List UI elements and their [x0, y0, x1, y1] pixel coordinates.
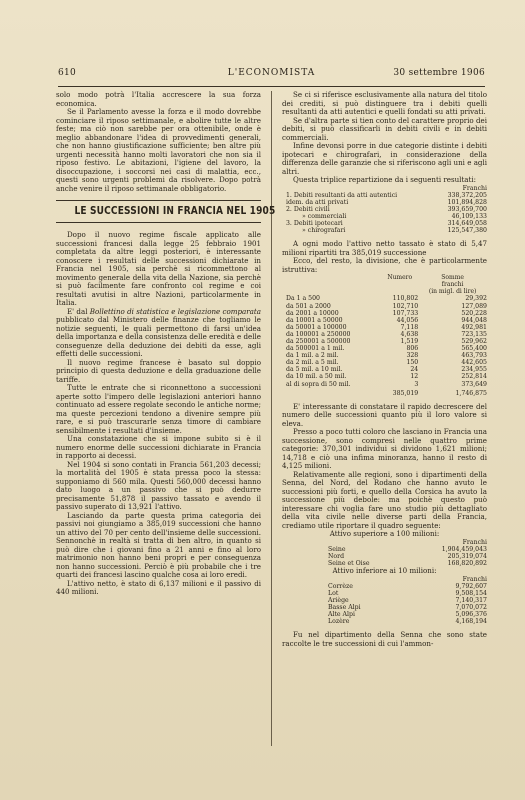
cell-somme: 29,392 [465, 295, 487, 303]
paragraph: Nel 1904 si sono contati in Francia 561,203 decessi; la mortalità del 1905 è stata pressa poco la stessa: supponiamo di 560 mila. Questi 560,000 decessi hanno dato luogo a un passivo che si può dedurre precisamente 51,878 il passivo tassato e avendo il passivo superato di 13,921 l'attivo. [56, 459, 261, 511]
table-row [282, 324, 487, 331]
cell-somme: 252,814 [461, 373, 487, 381]
left-column [56, 90, 276, 597]
col-header-numero: Numero [387, 274, 413, 282]
row-value: 46,109,133 [451, 212, 487, 220]
table-row [282, 310, 487, 317]
paragraph: E' interessante di constatare il rapido decrescere del numero delle successioni quanto più il loro valore si eleva. [282, 401, 487, 428]
row-label: Lot [328, 589, 339, 597]
unit-header: Franchi [462, 184, 487, 192]
table-row [282, 352, 487, 359]
cell-numero: 4,638 [400, 330, 419, 338]
row-value: 338,372,205 [447, 191, 487, 199]
table-header-row [282, 288, 487, 295]
row-value: 101,894,828 [447, 198, 487, 206]
row-label: » commerciali [302, 212, 347, 220]
row-label: da 5 mil. a 10 mil. [286, 366, 343, 374]
row-label: da 10 mil. a 50 mil. [286, 373, 347, 381]
cell-numero: 107,733 [392, 309, 419, 317]
paragraph: Una constatazione che si impone subito si è il numero enorme delle successioni dichiarate in Francia in rapporto ai decessi. [56, 434, 261, 460]
table-row [282, 213, 487, 220]
text-run: E' dal [67, 306, 90, 316]
cell-somme: 529,962 [461, 338, 487, 345]
table-row [282, 331, 487, 338]
paragraph: Relativamente alle regioni, sono i dipartimenti della Senna, del Nord, del Rodano che hanno avuto le successioni più forti, e quello della Corsica ha avuto la successione più debole: ma poichè questo può interessare chi voglia fare uno studio più dettagliato della vita civile nelle diverse parti della Francia, crediamo utile riportare il quadro seguente: [282, 469, 487, 530]
row-label: da 2 mil. a 5 mil. [286, 359, 339, 367]
table-header-row [282, 185, 487, 192]
row-label: da 100001 a 250000 [286, 330, 351, 338]
page-header [58, 68, 485, 82]
table-header-row [282, 539, 487, 546]
table-row [282, 590, 487, 597]
cell-somme: 373,649 [461, 380, 487, 388]
cell-somme: 492,981 [461, 323, 487, 331]
table-caption: Attivo superiore a 100 milioni: [329, 529, 440, 539]
row-label: » chirografari [302, 227, 346, 235]
cell-numero: 44,056 [396, 316, 419, 324]
paragraph: Il nuovo regime francese è basato sul doppio principio di questa deduzione e della graduazione delle tariffe. [56, 357, 261, 384]
article-title: LE SUCCESSIONI IN FRANCIA NEL 1905 [74, 204, 276, 217]
table-row [282, 199, 487, 206]
table-row [282, 345, 487, 352]
row-value: 7,070,072 [455, 604, 487, 611]
table-row [282, 583, 487, 590]
cell-somme: 463,793 [461, 352, 487, 360]
col-header-sub: (in migl. di lire) [428, 288, 477, 296]
paragraph: Se il Parlamento avesse la forza e il modo dovrebbe cominciare il riposo settimanale, e abolire tutte le altre feste; ma ciò non sarebbe per ora ottenibile, onde è meglio abbandonare l'idea di provvedimenti generali, che non hanno giustificazione sufficiente; ben altre più urgenti necessità hanno molti lavoratori che non sia il riposo festivo. Le abitazioni, l'igiene del lavoro, la disoccupazione, i soccorsi nei casi di malattia, ecc., questi sono urgenti problemi da risolvere. Dopo potrà anche venire il riposo settimanale obbligatorio. [56, 107, 261, 193]
paragraph: Ecco, del resto, la divisione, che è particolarmente istruttiva: [282, 256, 487, 274]
issue-date: 30 settembre 1906 [393, 68, 485, 78]
row-value: 205,319,074 [447, 552, 487, 560]
cell-somme: 520,228 [461, 309, 487, 317]
regions-high-table [282, 539, 487, 567]
row-label: Corrèze [328, 582, 353, 590]
table-row [282, 604, 487, 611]
row-value: 125,547,380 [447, 227, 487, 235]
table-row [282, 303, 487, 310]
row-value: 5,096,376 [455, 611, 487, 619]
debts-table [282, 185, 487, 235]
column-divider [271, 91, 272, 746]
cell-numero: 24 [410, 366, 419, 374]
table-header-row [282, 274, 487, 281]
row-label: Ariège [328, 596, 349, 604]
paragraph: Presso a poco tutti coloro che lasciano in Francia una successione, sono compresi nelle quattro prime categorie: 370,301 individui si dividono 1,621 milioni; 14,718 e ciò una infima minoranza, hanno il resto di 4,125 milioni. [282, 427, 487, 471]
row-value: 393,659,700 [447, 205, 487, 213]
cell-somme: 442,605 [461, 359, 487, 367]
cell-numero: 102,710 [392, 302, 419, 310]
section-rule [56, 200, 261, 201]
row-label: Basse Alpi [328, 604, 361, 611]
row-value: 7,140,317 [455, 596, 487, 604]
paragraph: Lasciando da parte questa prima categoria dei passivi noi giungiamo a 385,019 successioni che hanno un attivo del 70 per cento dell'insieme delle successioni. Sennonchè in realtà si tratta di ben altro, in quanto si può dire che i giovani fino a 21 anni e fino al loro matrimonio non hanno beni propri e per conseguenza non hanno successioni. Perciò è più probabile che i tre quarti dei francesi lascino qualche cosa ai loro eredi. [56, 510, 261, 579]
table-row [282, 597, 487, 604]
table-row [282, 611, 487, 618]
paragraph: A ogni modo l'attivo netto tassato è stato di 5,47 milioni ripartiti tra 385,019 successione [282, 239, 487, 257]
row-label: da 1 mil. a 2 mil. [286, 352, 339, 360]
text-run: pubblicato dal Ministero delle finanze che togliamo le notizie seguenti, le quali permettono di farsi un'idea della importanza e della consistenza delle eredità e delle conseguenze della deduzione dei debiti da esse, agli effetti delle successioni. [56, 315, 261, 358]
table-row [282, 553, 487, 560]
paragraph: L'attivo netto, è stato di 6,137 milioni e il passivo di 440 milioni. [56, 578, 261, 596]
paragraph: Fu nel dipartimento della Senna che sono state raccolte le tre successioni di cui l'ammon- [282, 630, 487, 648]
total-numero: 385,019 [392, 389, 419, 397]
distribution-table [282, 274, 487, 397]
paragraph: Questa triplice repartizione da i seguenti resultati: [293, 175, 477, 184]
row-label: da 50001 a 100000 [286, 323, 347, 331]
row-value: 168,820,892 [447, 560, 487, 568]
col-header-unit: franchi [441, 281, 464, 289]
cell-numero: 7,118 [400, 323, 419, 331]
table-row [282, 381, 487, 388]
row-value: 9,792,607 [455, 582, 487, 590]
page-number: 610 [58, 68, 77, 78]
table-total-row [282, 388, 487, 397]
paragraph: Tutte le entrate che si riconnettono a successioni aperte sotto l'impero delle legislazioni anteriori hanno continuato ad essere regolate secondo le antiche norme; ma queste percezioni tendono a divenire sempre più rare, e si può trascurarle senza timore di cambiare sensibilmente i resultati d'insieme. [56, 383, 261, 435]
bulletin-title: Bollettino di statistica e legislazione comparata [89, 306, 261, 316]
paragraph: Se d'altra parte si tien conto del carattere proprio dei debiti, si può classificarli in debiti civili e in debiti commerciali. [282, 115, 487, 142]
paragraph: Infine devonsi porre in due categorie distinte i debiti ipotecari e chirografari, in considerazione della differenza delle garanzie che si riferiscono agli uni e agli altri. [282, 141, 487, 176]
row-value: 9,508,154 [455, 589, 487, 597]
header-rule [58, 86, 485, 87]
row-label: Da 1 a 500 [286, 295, 320, 303]
unit-header: Franchi [462, 575, 487, 583]
cell-somme: 234,955 [461, 366, 487, 374]
row-label: da 10001 a 50000 [286, 316, 343, 324]
row-label: Nord [328, 552, 345, 560]
table-row [282, 338, 487, 345]
table-caption: Attivo inferiore ai 10 milioni: [332, 566, 437, 576]
paragraph: Se ci si riferisce esclusivamente alla natura del titolo dei crediti, si può distinguere tra i debiti quelli resultanti da atti autentici e quelli fondati su atti privati. [282, 90, 487, 116]
table-row [282, 373, 487, 380]
cell-numero: 3 [414, 380, 419, 388]
cell-numero: 150 [406, 359, 419, 367]
cell-numero: 110,802 [392, 295, 419, 303]
cell-numero: 328 [406, 352, 419, 360]
table-row [282, 366, 487, 373]
table-row [282, 618, 487, 625]
cell-somme: 127,089 [461, 302, 487, 310]
table-row [282, 359, 487, 366]
cell-numero: 1,519 [400, 338, 419, 345]
row-label: da 2001 a 10000 [286, 309, 339, 317]
table-row [282, 220, 487, 227]
cell-numero: 806 [406, 345, 419, 353]
row-value: 1,904,459,043 [441, 545, 487, 553]
row-label: al di sopra di 50 mil. [286, 380, 351, 388]
row-label: Seine [328, 545, 346, 553]
row-label: da 250001 a 500000 [286, 338, 351, 345]
paragraph: solo modo potrà l'Italia accrescere la sua forza economica. [56, 90, 261, 108]
table-header-row [282, 576, 487, 583]
section-rule [56, 222, 261, 223]
table-row [282, 546, 487, 553]
cell-numero: 12 [410, 373, 419, 381]
cell-somme: 723,135 [461, 330, 487, 338]
table-row [282, 192, 487, 199]
row-label: Alte Alpi [328, 611, 355, 619]
row-label: idem. da atti privati [286, 198, 349, 206]
table-row [282, 206, 487, 213]
row-label: 2. Debiti civili [286, 205, 330, 213]
right-column [282, 91, 487, 648]
row-label: da 500001 a 1 mil. [286, 345, 345, 353]
row-value: 4,168,194 [455, 618, 487, 626]
row-label: da 501 a 2000 [286, 302, 331, 310]
journal-title: L'ECONOMISTA [227, 68, 316, 78]
table-row [282, 227, 487, 234]
paragraph [56, 308, 261, 359]
row-value: 314,649,058 [447, 219, 487, 227]
table-row [282, 295, 487, 302]
cell-somme: 944,048 [461, 316, 487, 324]
table-header-row [282, 281, 487, 288]
unit-header: Franchi [462, 538, 487, 546]
total-somme: 1,746,875 [455, 389, 487, 397]
table-row [282, 317, 487, 324]
paragraph: Dopo il nuovo regime fiscale applicato alle successioni francesi dalla legge 25 febbraio 1901 completata da altre leggi posteriori, è interessante conoscere i resultati delle successioni dichiarate in Francia nel 1905, sia perchè si ricommettono al movimento generale della vita della Nazione, sia perchè si può facilmente fare confronto col regime e coi resultati avutisi in altre Nazioni, particolarmente in Italia. [56, 230, 261, 307]
row-label: 3. Debiti ipotecari [286, 219, 343, 227]
col-header-somme: Somme [441, 274, 464, 282]
row-label: Lozère [328, 618, 350, 626]
cell-somme: 565,400 [461, 345, 487, 353]
row-label: Seine et Oise [328, 560, 370, 568]
regions-low-table [282, 576, 487, 626]
row-label: 1. Debiti resultanti da atti autentici [286, 191, 398, 199]
